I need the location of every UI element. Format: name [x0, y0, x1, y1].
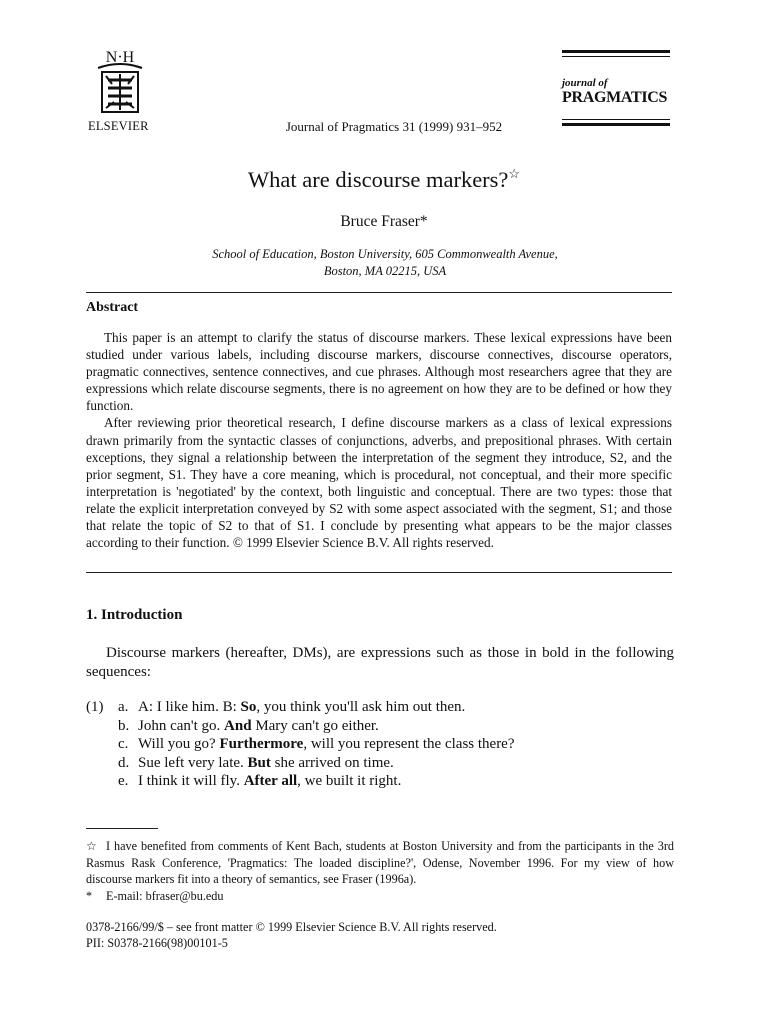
example-text: , you think you'll ask him out then.: [256, 699, 466, 715]
publisher-name: ELSEVIER: [88, 119, 149, 133]
article-title: [0, 166, 768, 193]
example-text: Mary can't go either.: [251, 717, 379, 734]
copyright-block: [86, 919, 497, 951]
example-text: A: I like him. B:: [138, 699, 241, 715]
brand-rule: [562, 119, 670, 120]
elsevier-logo: [88, 46, 152, 118]
footnote-rule: [86, 828, 158, 829]
example-item: [86, 772, 515, 791]
example-letter: c.: [118, 736, 129, 752]
abstract-top-rule: [86, 292, 672, 293]
discourse-marker: So: [240, 699, 257, 715]
discourse-marker: And: [224, 717, 252, 734]
example-number: (1): [86, 699, 104, 715]
copyright-line: 0378-2166/99/$ – see front matter © 1999 Elsevier Science B.V. All rights reserved.: [86, 920, 497, 934]
journal-brand-large: PRAGMATICS: [562, 89, 668, 106]
journal-citation: Journal of Pragmatics 31 (1999) 931–952: [285, 119, 503, 134]
example-item: [86, 735, 515, 754]
journal-brand-small: journal of: [562, 77, 608, 89]
footnote-item: [86, 838, 674, 888]
example-item: [86, 717, 515, 736]
abstract-bottom-rule: [86, 572, 672, 573]
example-list: [86, 698, 515, 791]
brand-rule: [562, 56, 670, 57]
example-text: , will you represent the class there?: [303, 736, 515, 752]
pii-line: PII: S0378-2166(98)00101-5: [86, 936, 228, 950]
example-letter: b.: [118, 717, 130, 734]
example-text: I think it will fly.: [138, 773, 244, 789]
abstract-paragraph: This paper is an attempt to clarify the status of discourse markers. These lexical expressions have been studied under various labels, including discourse markers, discourse connectives, discourse operators, pragmatic connectives, sentence connectives, and cue phrases. Although most researchers agree that they are expressions which relate discourse segments, there is no agreement on how they are to be defined or how they function.: [86, 330, 672, 414]
example-letter: e.: [118, 773, 129, 789]
section-heading: 1. Introduction: [86, 607, 183, 623]
affiliation-line: School of Education, Boston University, 605 Commonwealth Avenue,: [212, 247, 558, 261]
footnote-mark: ☆: [86, 839, 97, 853]
footnotes: [86, 838, 674, 904]
example-item: [86, 698, 515, 717]
footnote-text: I have benefited from comments of Kent Bach, students at Boston University and from the participants in the 3rd Rasmus Rask Conference, 'Pragmatics: The loaded discipline?', Odense, November 1996. For my view of how discourse markers fit into a theory of semantics, see Fraser (1996a).: [86, 839, 674, 887]
author-email: E-mail: bfraser@bu.edu: [106, 888, 224, 903]
footnote-item: [86, 888, 674, 905]
abstract-heading: Abstract: [86, 300, 139, 315]
example-letter: a.: [118, 699, 129, 715]
footnote-mark: *: [86, 888, 93, 903]
example-text: she arrived on time.: [270, 754, 394, 771]
article-title-text: What are discourse markers?: [247, 167, 509, 192]
brand-rule: [562, 123, 670, 126]
brand-rule: [562, 50, 670, 53]
example-letter: d.: [118, 754, 130, 771]
discourse-marker: Furthermore: [219, 736, 304, 752]
example-text: Sue left very late.: [138, 754, 248, 771]
example-item: [86, 754, 515, 773]
discourse-marker: But: [247, 754, 271, 771]
example-text: , we built it right.: [297, 773, 402, 789]
abstract-body: [86, 329, 672, 551]
example-text: John can't go.: [138, 717, 225, 734]
abstract-paragraph: After reviewing prior theoretical research, I define discourse markers as a class of lexical expressions drawn primarily from the syntactic classes of conjunctions, adverbs, and prepositional phrases. With certain exceptions, they signal a relationship between the interpretation of the segment they introduce, S2, and the prior segment, S1. They have a core meaning, which is procedural, not conceptual, and their more specific interpretation is 'negotiated' by the context, both linguistic and conceptual. There are two types: those that relate the explicit interpretation conveyed by S2 with some aspect associated with the segment, S1; and those that relate the topic of S2 to that of S1. I conclude by presenting what appears to be the major classes according to their function. © 1999 Elsevier Science B.V. All rights reserved.: [86, 415, 672, 551]
journal-brand: [562, 50, 670, 129]
elsevier-tree-icon: [88, 46, 152, 118]
discourse-marker: After all: [243, 773, 298, 789]
article-author: Bruce Fraser*: [340, 213, 428, 230]
example-text: Will you go?: [138, 736, 220, 752]
affiliation-line: Boston, MA 02215, USA: [323, 264, 447, 278]
intro-paragraph: Discourse markers (hereafter, DMs), are expressions such as those in bold in the following sequences:: [86, 645, 674, 680]
publisher-mark: N·H: [105, 49, 135, 66]
author-affiliation: [160, 246, 610, 280]
title-footnote-mark: ☆: [508, 166, 521, 181]
